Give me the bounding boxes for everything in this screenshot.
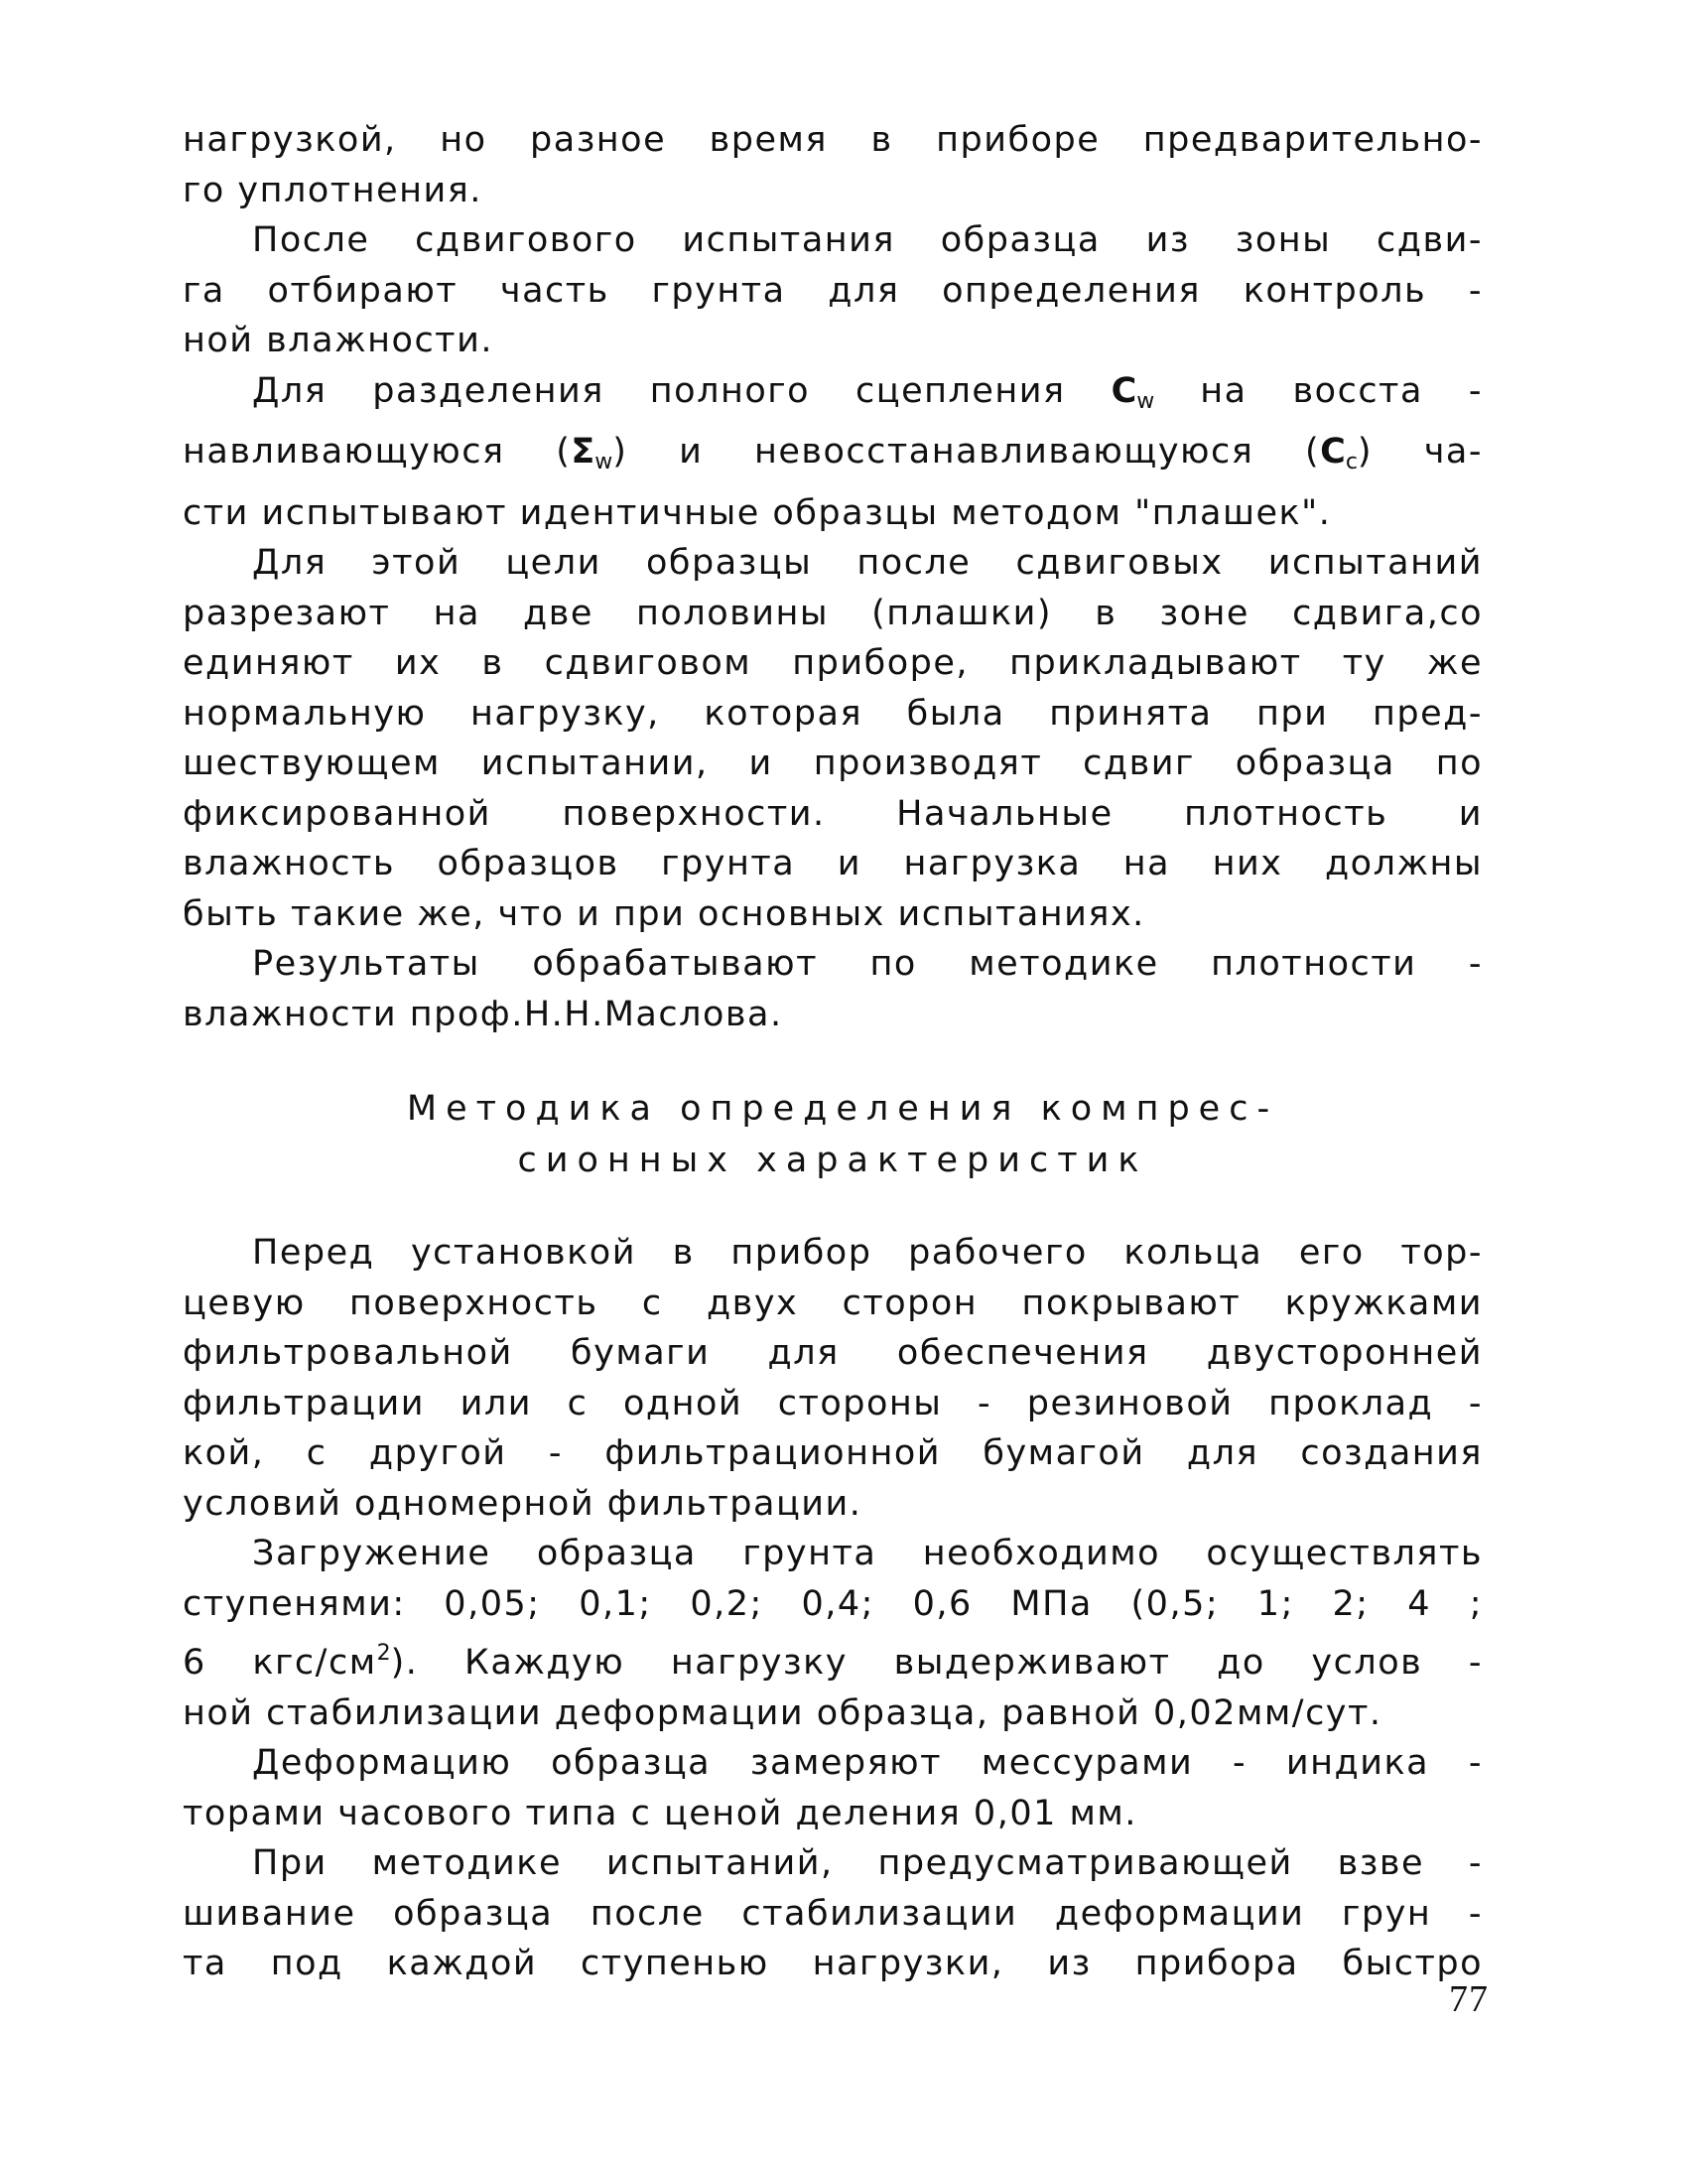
paragraph-1 xyxy=(183,215,1483,366)
text-fragment: на восста - xyxy=(1154,370,1483,411)
sigma-symbol: Σ xyxy=(571,432,595,472)
text-line: нагрузкой, но разное время в приборе предварительно- xyxy=(183,120,1483,160)
text-line: нормальную нагрузку, которая была принята при пред- xyxy=(183,693,1483,734)
text-line: ступенями: 0,05; 0,1; 0,2; 0,4; 0,6 МПа (0,5; 1; 2; 4 ; xyxy=(183,1583,1483,1624)
text-line: Перед установкой в прибор рабочего кольца его тор- xyxy=(252,1233,1483,1273)
paragraph-5 xyxy=(183,1228,1483,1529)
subscript: w xyxy=(594,450,613,474)
text-line: торами часового типа с ценой деления 0,01 мм. xyxy=(183,1793,1137,1833)
subscript: c xyxy=(1345,450,1358,474)
paragraph-6 xyxy=(183,1529,1483,1738)
text-line xyxy=(183,427,1483,488)
text-line: ной влажности. xyxy=(183,321,493,360)
text-line: влажность образцов грунта и нагрузка на них должны xyxy=(183,844,1483,883)
heading-line: Методика определения компрес- xyxy=(406,1089,1279,1129)
text-line: цевую поверхность с двух сторон покрывают кружками xyxy=(183,1283,1483,1323)
text-line: единяют их в сдвиговом приборе, прикладывают ту же xyxy=(183,643,1483,683)
text-line: кой, с другой - фильтрационной бумагой для создания xyxy=(183,1433,1483,1473)
text-fragment: навливающуюся ( xyxy=(183,432,572,472)
text-line: Результаты обрабатывают по методике плотности - xyxy=(252,944,1483,984)
text-line: Загружение образца грунта необходимо осуществлять xyxy=(252,1534,1483,1573)
section-heading xyxy=(183,1083,1483,1186)
text-fragment: ) и невосстанавливающуюся ( xyxy=(612,432,1321,472)
text-line: При методике испытаний, предусматривающей взве - xyxy=(252,1843,1483,1883)
superscript: 2 xyxy=(376,1641,391,1666)
paragraph-7 xyxy=(183,1738,1483,1838)
text-line: Для этой цели образцы после сдвиговых испытаний xyxy=(252,543,1483,583)
text-fragment: ) ча- xyxy=(1357,432,1483,472)
paragraph-intro xyxy=(183,115,1483,215)
paragraph-8 xyxy=(183,1838,1483,1989)
text-line: разрезают на две половины (плашки) в зоне сдвига,со xyxy=(183,593,1483,633)
text-line xyxy=(183,1629,1483,1689)
text-line: га отбирают часть грунта для определения контроль - xyxy=(183,270,1483,311)
page-number: 77 xyxy=(1449,1978,1489,2020)
text-line: ной стабилизации деформации образца, равной 0,02мм/сут. xyxy=(183,1692,1382,1733)
text-line xyxy=(183,366,1483,428)
subscript: w xyxy=(1136,388,1155,414)
text-line: го уплотнения. xyxy=(183,170,482,210)
text-fragment: ). Каждую нагрузку выдерживают до услов - xyxy=(390,1643,1483,1683)
text-fragment: Для разделения полного сцепления xyxy=(252,370,1112,411)
text-line: шивание образца после стабилизации деформации грун - xyxy=(183,1893,1483,1934)
text-line: та под каждой ступенью нагрузки, из прибора быстро xyxy=(183,1944,1483,1983)
text-line: шествующем испытании, и производят сдвиг образца по xyxy=(183,743,1483,783)
paragraph-4 xyxy=(183,939,1483,1039)
text-line: сти испытывают идентичные образцы методом "плашек". xyxy=(183,492,1332,533)
text-column xyxy=(183,115,1483,1989)
text-line: фильтрации или с одной стороны - резиновой проклад - xyxy=(183,1383,1483,1423)
paragraph-2 xyxy=(183,366,1483,539)
text-line: Деформацию образца замеряют мессурами - индика - xyxy=(252,1743,1483,1783)
text-line: влажности проф.Н.Н.Маслова. xyxy=(183,994,783,1034)
text-line: фиксированной поверхности. Начальные плотность и xyxy=(183,793,1483,834)
cohesion-symbol: C xyxy=(1320,432,1346,472)
text-line: После сдвигового испытания образца из зоны сдви- xyxy=(252,220,1483,260)
text-line: условий одномерной фильтрации. xyxy=(183,1483,862,1524)
paragraph-3 xyxy=(183,538,1483,939)
text-line: фильтровальной бумаги для обеспечения двусторонней xyxy=(183,1333,1483,1373)
text-line: быть такие же, что и при основных испытаниях. xyxy=(183,893,1145,934)
heading-line: сионных характеристик xyxy=(517,1141,1148,1180)
cohesion-symbol: C xyxy=(1111,370,1137,411)
text-fragment: 6 кгс/см xyxy=(183,1643,377,1683)
